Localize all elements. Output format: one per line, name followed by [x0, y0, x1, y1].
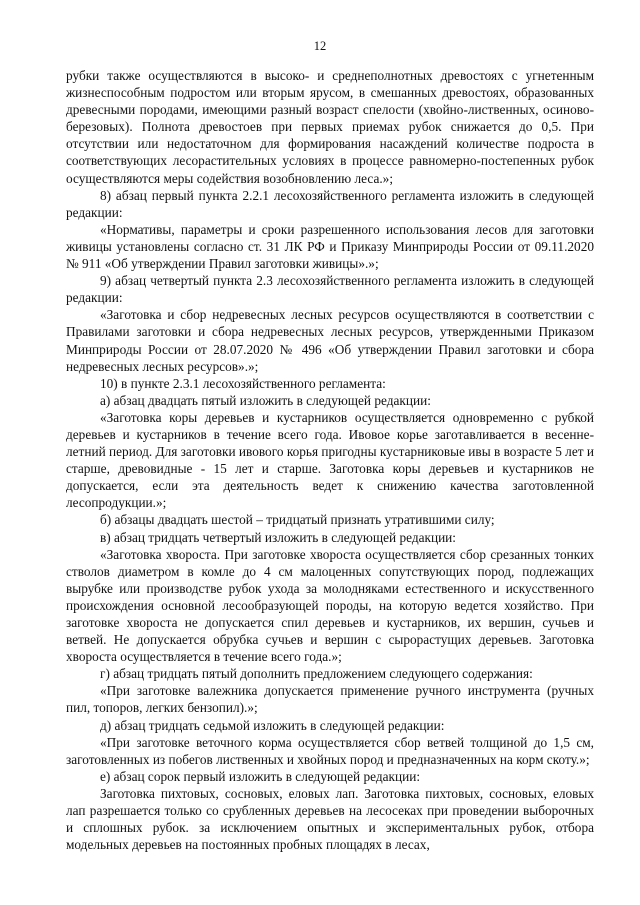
paragraph-item-9: 9) абзац четвертый пункта 2.3 лесохозяйственного регламента изложить в следующей редакции: [66, 273, 594, 306]
paragraph-quote-non-timber: «Заготовка и сбор недревесных лесных ресурсов осуществляются в соответствии с Правилами заготовки и сбора недревесных лесных ресурсов, утвержденными Приказом Минприроды России от 28.07.2020 № 496 «Об утверждении Правил заготовки и сбора недревесных лесных ресурсов».»; [66, 307, 594, 374]
paragraph-subitem-v: в) абзац тридцать четвертый изложить в следующей редакции: [100, 529, 456, 545]
paragraph-quote-bark: «Заготовка коры деревьев и кустарников осуществляется одновременно с рубкой деревьев и кустарников в течение всего года. Ивовое корье заготавливается в весенне-летний период. Для заготовки ивового корья пригодны кустарниковые ивы в возрасте 5 лет и старше, древовидные - 15 лет и старше. Заготовка коры деревьев и кустарников не допускается, если эта деятельность ведет к снижению качества заготовленной лесопродукции.»; [66, 409, 594, 511]
paragraph-subitem-g: г) абзац тридцать пятый дополнить предложением следующего содержания: [100, 666, 533, 682]
page-number: 12 [313, 39, 327, 53]
paragraph-subitem-e: е) абзац сорок первый изложить в следующей редакции: [100, 768, 421, 784]
paragraph-item-8: 8) абзац первый пункта 2.2.1 лесохозяйственного регламента изложить в следующей редакции: [66, 187, 594, 220]
paragraph-subitem-d: д) абзац тридцать седьмой изложить в следующей редакции: [100, 717, 445, 733]
paragraph-conifer-branches: Заготовка пихтовых, сосновых, еловых лап. Заготовка пихтовых, сосновых, еловых лап разрешается только со срубленных деревьев на лесосеках при проведении выборочных и сплошных рубок. за исключением опытных и экспериментальных рубок, отбора модельных деревьев на постоянных пробных площадях в лесах, [66, 785, 594, 853]
paragraph-subitem-b: б) абзацы двадцать шестой – тридцатый признать утратившими силу; [100, 512, 495, 528]
paragraph-quote-resin: «Нормативы, параметры и сроки разрешенного использования лесов для заготовки живицы установлены согласно ст. 31 ЛК РФ и Приказу Минприроды России от 09.11.2020 № 911 «Об утверждении Правил заготовки живицы».»; [66, 221, 594, 272]
paragraph-quote-twig-feed: «При заготовке веточного корма осуществляется сбор ветвей толщиной до 1,5 см, заготовленных из побегов лиственных и хвойных пород и предназначенных на корм скоту.»; [66, 734, 594, 767]
paragraph-quote-deadwood: «При заготовке валежника допускается применение ручного инструмента (ручных пил, топоров, легких бензопил).»; [66, 683, 594, 716]
paragraph-quote-brushwood: «Заготовка хвороста. При заготовке хвороста осуществляется сбор срезанных тонких стволов диаметром в комле до 4 см малоценных сопутствующих пород, подлежащих вырубке или производстве рубок ухода за молодняками естественного и искусственного происхождения основной лесообразующей породы, на которую ведется хозяйство. При заготовке хвороста не допускается спил деревьев и кустарников, их вершин, сучьев и ветвей. Не допускается обрубка сучьев и вершин с сырорастущих деревьев. Заготовка хвороста осуществляется в течение всего года.»; [66, 546, 594, 665]
paragraph-continuation: рубки также осуществляются в высоко- и среднеполнотных древостоях с угнетенным жизнеспособным подростом или вторым ярусом, в смешанных древостоях, образованных древесными породами, имеющими разный возраст спелости (хвойно-лиственных, осиново-березовых). Полнота древостоев при первых приемах рубок снижается до 0,5. При отсутствии или недостаточном для формирования насаждений количестве подроста в соответствующих лесорастительных условиях в процессе равномерно-постепенных рубок осуществляются меры содействия возобновлению леса.»; [66, 68, 594, 186]
paragraph-item-10: 10) в пункте 2.3.1 лесохозяйственного регламента: [100, 375, 386, 391]
document-body [66, 67, 594, 853]
paragraph-subitem-a: а) абзац двадцать пятый изложить в следующей редакции: [100, 392, 431, 408]
